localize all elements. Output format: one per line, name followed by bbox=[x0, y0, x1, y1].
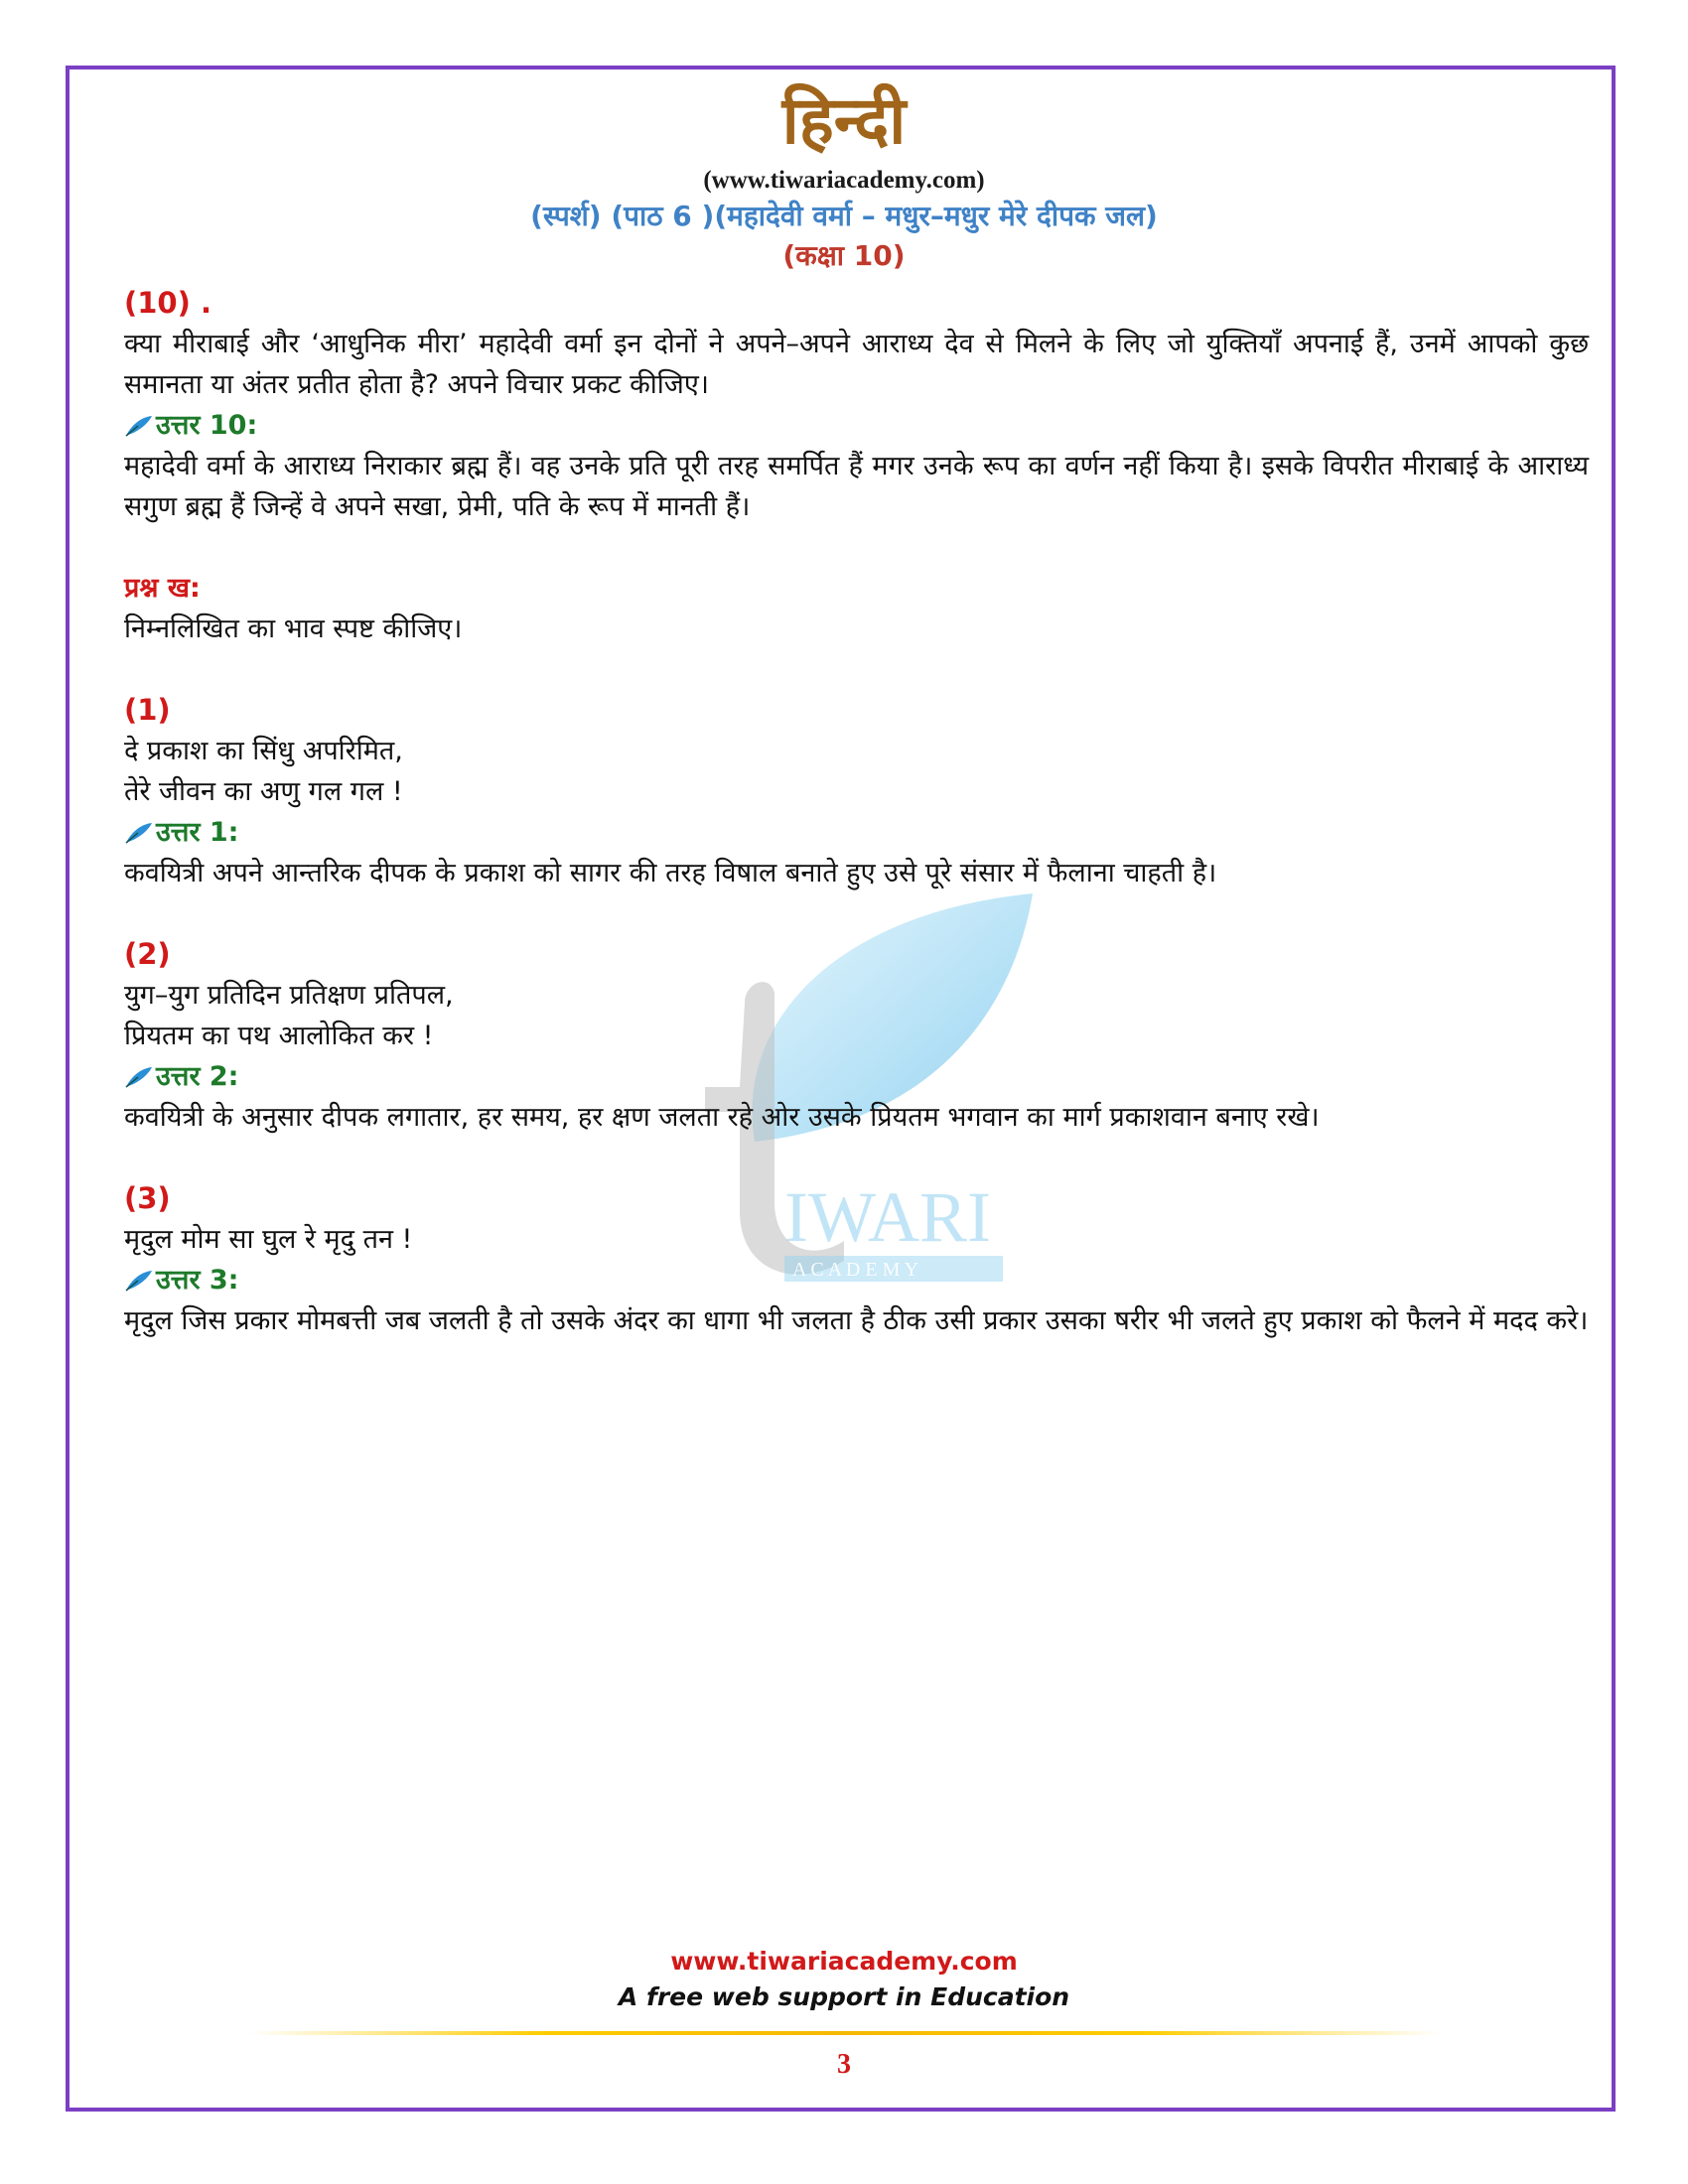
page-header bbox=[0, 77, 1688, 276]
answer-label: उत्तर 2: bbox=[156, 1061, 239, 1092]
answer-heading bbox=[124, 812, 1589, 853]
answer-text: मृदुल जिस प्रकार मोमबत्ती जब जलती है तो उसके अंदर का धागा भी जलता है ठीक उसी प्रकार उसका षरीर भी जलते हुए प्रकाश को फैलने में मदद करे। bbox=[124, 1305, 1589, 1336]
section-instruction: निम्नलिखित का भाव स्पष्ट कीजिए। bbox=[124, 614, 463, 644]
answer-heading bbox=[124, 1056, 1589, 1097]
header-website: (www.tiwariacademy.com) bbox=[703, 167, 985, 194]
question-text: क्या मीराबाई और ‘आधुनिक मीरा’ महादेवी वर्मा इन दोनों ने अपने–अपने आराध्य देव से मिलने के लिए जो युक्तियाँ अपनाई हैं, उनमें आपको कुछ समानता या अंतर प्रतीत होता है? अपने विचार प्रकट कीजिए। bbox=[124, 329, 1590, 400]
main-content bbox=[124, 283, 1589, 1341]
page-number: 3 bbox=[837, 2049, 851, 2080]
footer-tagline: A free web support in Education bbox=[618, 1982, 1070, 2011]
answer-text: महादेवी वर्मा के आराध्य निराकार ब्रह्म हैं। वह उनके प्रति पूरी तरह समर्पित हैं मगर उनके रूप का वर्णन नहीं किया है। इसके विपरीत मीराबाई के आराध्य सगुण ब्रह्म हैं जिन्हें वे अपने सखा, प्रेमी, पति के रूप में मानती हैं। bbox=[124, 451, 1589, 522]
answer-heading bbox=[124, 405, 1589, 446]
answer-heading bbox=[124, 1260, 1589, 1300]
footer-divider bbox=[248, 2031, 1440, 2035]
chapter-subtitle: (स्पर्श) (पाठ 6 )(महादेवी वर्मा – मधुर–मधुर मेरे दीपक जल) bbox=[530, 200, 1158, 232]
answer-label: उत्तर 1: bbox=[156, 817, 239, 848]
verse-line: युग–युग प्रतिदिन प्रतिक्षण प्रतिपल, bbox=[124, 980, 454, 1011]
quill-icon bbox=[124, 1269, 154, 1293]
page-title: हिन्दी bbox=[781, 81, 907, 159]
answer-text: कवयित्री के अनुसार दीपक लगातार, हर समय, हर क्षण जलता रहे ओर उसके प्रियतम भगवान का मार्ग प्रकाशवान बनाए रखे। bbox=[124, 1102, 1320, 1133]
quill-icon bbox=[124, 414, 154, 438]
question-number: (3) bbox=[124, 1181, 171, 1215]
question-number: (2) bbox=[124, 937, 171, 971]
verse-line: मृदुल मोम सा घुल रे मृदु तन ! bbox=[124, 1224, 413, 1255]
page-footer bbox=[0, 1944, 1688, 2081]
answer-label: उत्तर 10: bbox=[156, 410, 258, 441]
verse-line: तेरे जीवन का अणु गल गल ! bbox=[124, 776, 403, 807]
quill-icon bbox=[124, 1065, 154, 1089]
answer-text: कवयित्री अपने आन्तरिक दीपक के प्रकाश को सागर की तरह विषाल बनाते हुए उसे पूरे संसार में फैलाना चाहती है। bbox=[124, 858, 1217, 888]
verse-line: प्रियतम का पथ आलोकित कर ! bbox=[124, 1021, 434, 1051]
verse-line: दे प्रकाश का सिंधु अपरिमित, bbox=[124, 736, 403, 766]
question-number: (1) bbox=[124, 693, 171, 727]
class-label: (कक्षा 10) bbox=[782, 239, 906, 272]
watermark-brand: IWARI bbox=[784, 1177, 991, 1257]
section-heading: प्रश्न ख: bbox=[124, 573, 201, 604]
watermark-sub: A C A D E M Y bbox=[792, 1259, 919, 1281]
answer-label: उत्तर 3: bbox=[156, 1265, 239, 1296]
question-number: (10) . bbox=[124, 286, 211, 320]
footer-website-link[interactable]: www.tiwariacademy.com bbox=[670, 1947, 1018, 1976]
quill-icon bbox=[124, 821, 154, 845]
